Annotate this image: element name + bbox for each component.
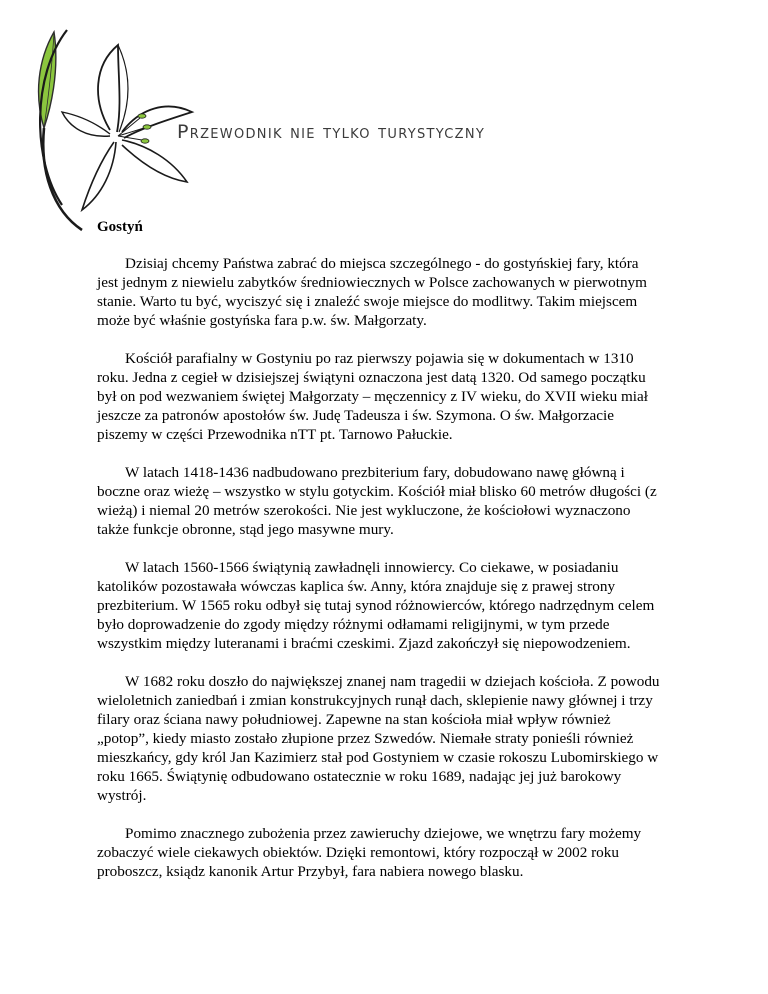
paragraph-intro: Dzisiaj chcemy Państwa zabrać do miejsca szczególnego - do gostyńskiej fary, która jest jednym z niewielu zabytków średniowiecznych w Polsce zachowanych w pierwotnym stanie. Warto tu być, wyciszyć się i znaleźć swoje miejsce do modlitwy. Takim miejscem może być właśnie gostyńska fara p.w. św. Małgorzaty.: [97, 255, 647, 329]
paragraph-gothic: W latach 1418-1436 nadbudowano prezbiterium fary, dobudowano nawę główną i boczne oraz wieżę – wszystko w stylu gotyckim. Kościół miał blisko 60 metrów długości (z wieżą) i niemal 20 metrów szerokości. Nie jest wykluczone, że kościołowi wyznaczono także funkcje obronne, stąd jego masywne mury.: [97, 464, 657, 538]
lily-flower-icon: [22, 20, 202, 235]
paragraph-today: Pomimo znacznego zubożenia przez zawieruchy dziejowe, we wnętrzu fary możemy zobaczyć wiele ciekawych obiektów. Dzięki remontowi, który rozpoczął w 2002 roku proboszcz, ksiądz kanonik Artur Przybył, fara nabiera nowego blasku.: [97, 825, 642, 880]
paragraph-reformation: W latach 1560-1566 świątynią zawładnęli innowiercy. Co ciekawe, w posiadaniu katolików pozostawała wówczas kaplica św. Anny, która znajduje się z prawej strony prezbiterium. W 1565 roku odbył się tutaj synod różnowierców, którego nadrzędnym celem było doprowadzenie do zgody między różnymi odłamami religijnymi, w tym przede wszystkim między luteranami i braćmi czeskimi. Zjazd zakończył się niepowodzeniem.: [97, 559, 655, 652]
article-body: [97, 254, 662, 900]
page-title: Przewodnik nie tylko turystyczny: [177, 121, 486, 143]
city-heading: Gostyń: [97, 219, 143, 235]
paragraph-history: Kościół parafialny w Gostyniu po raz pierwszy pojawia się w dokumentach w 1310 roku. Jedna z cegieł w dzisiejszej świątyni oznaczona jest datą 1320. Od samego początku był on pod wezwaniem świętej Małgorzaty – męczennicy z IV wieku, do XVII wieku miał jeszcze za patronów apostołów św. Judę Tadeusza i św. Szymona. O św. Małgorzacie piszemy w części Przewodnika nTT pt. Tarnowo Pałuckie.: [97, 350, 648, 443]
paragraph-tragedy: W 1682 roku doszło do największej znanej nam tragedii w dziejach kościoła. Z powodu wieloletnich zaniedbań i zmian konstrukcyjnych runął dach, sklepienie nawy głównej i trzy filary oraz ściana nawy południowej. Zapewne na stan kościoła miał wpływ również „potop”, kiedy miasto zostało złupione przez Szwedów. Niemałe straty ponieśli również mieszkańcy, gdy król Jan Kazimierz stał pod Gostyniem w czasie rokoszu Lubomirskiego w roku 1665. Świątynię odbudowano ostatecznie w roku 1689, nadając jej już barokowy wystrój.: [97, 673, 660, 804]
